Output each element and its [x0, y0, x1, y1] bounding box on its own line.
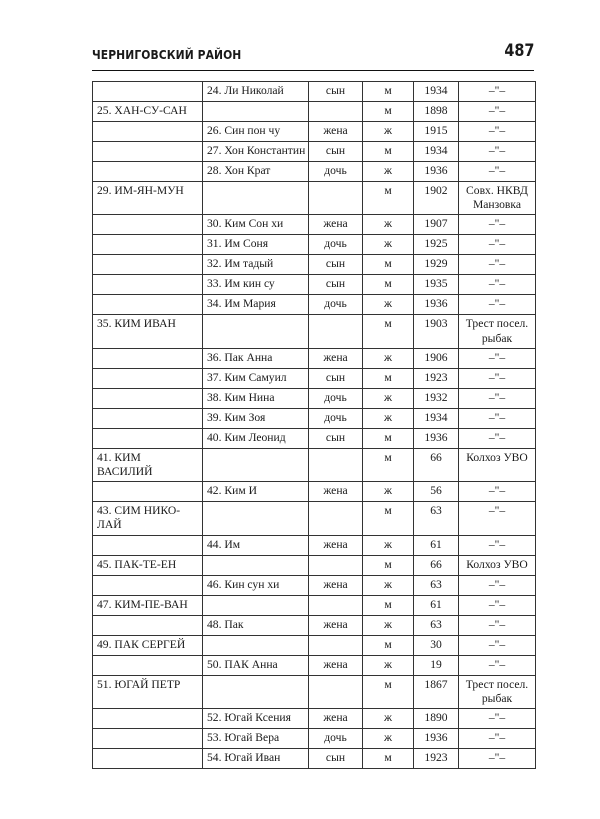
- family-member-cell: 24. Ли Николай: [203, 82, 309, 102]
- family-member-cell: 38. Ким Нина: [203, 388, 309, 408]
- workplace-cell: –"–: [459, 295, 536, 315]
- birth-year-cell: 30: [414, 635, 459, 655]
- relation-cell: [309, 315, 363, 348]
- family-member-cell: 27. Хон Константин: [203, 142, 309, 162]
- head-of-family-cell: 35. КИМ ИВАН: [93, 315, 203, 348]
- family-member-cell: 48. Пак: [203, 615, 309, 635]
- sex-cell: м: [363, 255, 414, 275]
- table-row: [93, 215, 536, 235]
- relation-cell: дочь: [309, 388, 363, 408]
- workplace-cell: –"–: [459, 535, 536, 555]
- head-of-family-cell: [93, 575, 203, 595]
- workplace-cell: –"–: [459, 142, 536, 162]
- family-member-cell: [203, 675, 309, 708]
- head-of-family-cell: 51. ЮГАЙ ПЕТР: [93, 675, 203, 708]
- head-of-family-cell: [93, 749, 203, 769]
- workplace-cell: Колхоз УВО: [459, 448, 536, 481]
- birth-year-cell: 1898: [414, 102, 459, 122]
- family-member-cell: 50. ПАК Анна: [203, 655, 309, 675]
- sex-cell: ж: [363, 482, 414, 502]
- birth-year-cell: 56: [414, 482, 459, 502]
- table-row: [93, 388, 536, 408]
- workplace-cell: –"–: [459, 122, 536, 142]
- family-member-cell: [203, 182, 309, 215]
- workplace-cell: –"–: [459, 348, 536, 368]
- relation-cell: дочь: [309, 729, 363, 749]
- sex-cell: ж: [363, 535, 414, 555]
- birth-year-cell: 1936: [414, 295, 459, 315]
- family-member-cell: 30. Ким Сон хи: [203, 215, 309, 235]
- birth-year-cell: 1923: [414, 368, 459, 388]
- sex-cell: ж: [363, 348, 414, 368]
- head-of-family-cell: [93, 215, 203, 235]
- birth-year-cell: 1923: [414, 749, 459, 769]
- head-of-family-cell: [93, 388, 203, 408]
- workplace-cell: –"–: [459, 635, 536, 655]
- birth-year-cell: 63: [414, 575, 459, 595]
- family-member-cell: 28. Хон Крат: [203, 162, 309, 182]
- workplace-cell: –"–: [459, 275, 536, 295]
- table-row: [93, 749, 536, 769]
- relation-cell: жена: [309, 348, 363, 368]
- sex-cell: м: [363, 82, 414, 102]
- sex-cell: ж: [363, 162, 414, 182]
- relation-cell: [309, 675, 363, 708]
- workplace-cell: –"–: [459, 595, 536, 615]
- family-member-cell: 34. Им Мария: [203, 295, 309, 315]
- table-row: [93, 615, 536, 635]
- sex-cell: м: [363, 595, 414, 615]
- relation-cell: сын: [309, 82, 363, 102]
- workplace-cell: –"–: [459, 502, 536, 535]
- birth-year-cell: 1935: [414, 275, 459, 295]
- family-member-cell: [203, 502, 309, 535]
- table-row: [93, 82, 536, 102]
- workplace-cell: –"–: [459, 368, 536, 388]
- relation-cell: [309, 182, 363, 215]
- table-row: [93, 235, 536, 255]
- birth-year-cell: 1936: [414, 729, 459, 749]
- head-of-family-cell: 49. ПАК СЕРГЕЙ: [93, 635, 203, 655]
- relation-cell: сын: [309, 428, 363, 448]
- table-row: [93, 595, 536, 615]
- workplace-cell: –"–: [459, 482, 536, 502]
- sex-cell: м: [363, 749, 414, 769]
- workplace-cell: –"–: [459, 749, 536, 769]
- family-member-cell: 42. Ким И: [203, 482, 309, 502]
- family-member-cell: [203, 595, 309, 615]
- workplace-cell: –"–: [459, 709, 536, 729]
- head-of-family-cell: [93, 729, 203, 749]
- relation-cell: [309, 555, 363, 575]
- family-member-cell: 36. Пак Анна: [203, 348, 309, 368]
- birth-year-cell: 1934: [414, 408, 459, 428]
- head-of-family-cell: 43. СИМ НИКО-ЛАЙ: [93, 502, 203, 535]
- family-member-cell: 40. Ким Леонид: [203, 428, 309, 448]
- sex-cell: м: [363, 368, 414, 388]
- table-row: [93, 709, 536, 729]
- head-of-family-cell: 29. ИМ-ЯН-МУН: [93, 182, 203, 215]
- head-of-family-cell: 25. ХАН-СУ-САН: [93, 102, 203, 122]
- family-member-cell: 37. Ким Самуил: [203, 368, 309, 388]
- head-of-family-cell: [93, 615, 203, 635]
- birth-year-cell: 1936: [414, 428, 459, 448]
- table-row: [93, 315, 536, 348]
- workplace-cell: –"–: [459, 655, 536, 675]
- family-member-cell: 54. Югай Иван: [203, 749, 309, 769]
- head-of-family-cell: [93, 368, 203, 388]
- table-row: [93, 182, 536, 215]
- sex-cell: ж: [363, 575, 414, 595]
- workplace-cell: –"–: [459, 408, 536, 428]
- sex-cell: м: [363, 555, 414, 575]
- table-row: [93, 729, 536, 749]
- workplace-cell: –"–: [459, 162, 536, 182]
- head-of-family-cell: 47. КИМ-ПЕ-ВАН: [93, 595, 203, 615]
- birth-year-cell: 1907: [414, 215, 459, 235]
- sex-cell: м: [363, 635, 414, 655]
- relation-cell: дочь: [309, 408, 363, 428]
- table-row: [93, 635, 536, 655]
- registry-table: [92, 81, 536, 769]
- family-member-cell: [203, 635, 309, 655]
- relation-cell: [309, 102, 363, 122]
- sex-cell: м: [363, 142, 414, 162]
- registry-table-body: [93, 82, 536, 769]
- relation-cell: сын: [309, 142, 363, 162]
- sex-cell: м: [363, 315, 414, 348]
- sex-cell: м: [363, 275, 414, 295]
- sex-cell: ж: [363, 388, 414, 408]
- table-row: [93, 502, 536, 535]
- table-row: [93, 482, 536, 502]
- birth-year-cell: 1915: [414, 122, 459, 142]
- workplace-cell: –"–: [459, 615, 536, 635]
- relation-cell: дочь: [309, 162, 363, 182]
- family-member-cell: 26. Син пон чу: [203, 122, 309, 142]
- workplace-cell: –"–: [459, 82, 536, 102]
- relation-cell: жена: [309, 122, 363, 142]
- birth-year-cell: 1903: [414, 315, 459, 348]
- head-of-family-cell: [93, 122, 203, 142]
- relation-cell: дочь: [309, 295, 363, 315]
- sex-cell: м: [363, 102, 414, 122]
- birth-year-cell: 1867: [414, 675, 459, 708]
- head-of-family-cell: [93, 82, 203, 102]
- family-member-cell: [203, 102, 309, 122]
- head-of-family-cell: [93, 255, 203, 275]
- birth-year-cell: 63: [414, 502, 459, 535]
- birth-year-cell: 1902: [414, 182, 459, 215]
- sex-cell: м: [363, 675, 414, 708]
- head-of-family-cell: [93, 142, 203, 162]
- page-header: [92, 40, 534, 71]
- head-of-family-cell: [93, 428, 203, 448]
- family-member-cell: 46. Кин сун хи: [203, 575, 309, 595]
- relation-cell: [309, 502, 363, 535]
- head-of-family-cell: 41. КИМ ВАСИЛИЙ: [93, 448, 203, 481]
- sex-cell: м: [363, 448, 414, 481]
- table-row: [93, 295, 536, 315]
- relation-cell: сын: [309, 749, 363, 769]
- workplace-cell: –"–: [459, 235, 536, 255]
- birth-year-cell: 1906: [414, 348, 459, 368]
- relation-cell: жена: [309, 215, 363, 235]
- relation-cell: [309, 595, 363, 615]
- birth-year-cell: 1929: [414, 255, 459, 275]
- head-of-family-cell: [93, 348, 203, 368]
- head-of-family-cell: [93, 535, 203, 555]
- relation-cell: жена: [309, 535, 363, 555]
- family-member-cell: 44. Им: [203, 535, 309, 555]
- birth-year-cell: 19: [414, 655, 459, 675]
- table-row: [93, 348, 536, 368]
- workplace-cell: –"–: [459, 428, 536, 448]
- family-member-cell: 39. Ким Зоя: [203, 408, 309, 428]
- birth-year-cell: 1934: [414, 142, 459, 162]
- birth-year-cell: 1936: [414, 162, 459, 182]
- family-member-cell: 33. Им кин су: [203, 275, 309, 295]
- sex-cell: ж: [363, 295, 414, 315]
- table-row: [93, 428, 536, 448]
- head-of-family-cell: [93, 295, 203, 315]
- relation-cell: сын: [309, 255, 363, 275]
- table-row: [93, 162, 536, 182]
- relation-cell: [309, 635, 363, 655]
- family-member-cell: 31. Им Соня: [203, 235, 309, 255]
- table-row: [93, 368, 536, 388]
- relation-cell: жена: [309, 709, 363, 729]
- workplace-cell: Трест посел. рыбак: [459, 315, 536, 348]
- birth-year-cell: 66: [414, 448, 459, 481]
- table-row: [93, 535, 536, 555]
- head-of-family-cell: [93, 235, 203, 255]
- sex-cell: ж: [363, 122, 414, 142]
- sex-cell: ж: [363, 655, 414, 675]
- relation-cell: сын: [309, 368, 363, 388]
- relation-cell: жена: [309, 615, 363, 635]
- family-member-cell: 32. Им тадый: [203, 255, 309, 275]
- birth-year-cell: 61: [414, 535, 459, 555]
- table-row: [93, 102, 536, 122]
- sex-cell: ж: [363, 235, 414, 255]
- head-of-family-cell: [93, 709, 203, 729]
- workplace-cell: –"–: [459, 215, 536, 235]
- relation-cell: сын: [309, 275, 363, 295]
- relation-cell: [309, 448, 363, 481]
- relation-cell: жена: [309, 482, 363, 502]
- relation-cell: жена: [309, 655, 363, 675]
- workplace-cell: –"–: [459, 729, 536, 749]
- section-title: ЧЕРНИГОВСКИЙ РАЙОН: [92, 47, 242, 62]
- birth-year-cell: 61: [414, 595, 459, 615]
- workplace-cell: Трест посел. рыбак: [459, 675, 536, 708]
- table-row: [93, 275, 536, 295]
- head-of-family-cell: [93, 275, 203, 295]
- head-of-family-cell: [93, 408, 203, 428]
- table-row: [93, 675, 536, 708]
- table-row: [93, 448, 536, 481]
- workplace-cell: –"–: [459, 102, 536, 122]
- workplace-cell: Совх. НКВД Манзовка: [459, 182, 536, 215]
- family-member-cell: [203, 315, 309, 348]
- table-row: [93, 655, 536, 675]
- sex-cell: м: [363, 502, 414, 535]
- sex-cell: м: [363, 182, 414, 215]
- birth-year-cell: 1934: [414, 82, 459, 102]
- family-member-cell: 52. Югай Ксения: [203, 709, 309, 729]
- sex-cell: ж: [363, 729, 414, 749]
- workplace-cell: –"–: [459, 575, 536, 595]
- workplace-cell: –"–: [459, 255, 536, 275]
- table-row: [93, 555, 536, 575]
- head-of-family-cell: [93, 655, 203, 675]
- table-row: [93, 122, 536, 142]
- birth-year-cell: 1890: [414, 709, 459, 729]
- table-row: [93, 408, 536, 428]
- relation-cell: дочь: [309, 235, 363, 255]
- birth-year-cell: 1925: [414, 235, 459, 255]
- birth-year-cell: 66: [414, 555, 459, 575]
- sex-cell: м: [363, 428, 414, 448]
- head-of-family-cell: [93, 482, 203, 502]
- sex-cell: ж: [363, 709, 414, 729]
- sex-cell: ж: [363, 615, 414, 635]
- head-of-family-cell: 45. ПАК-ТЕ-ЕН: [93, 555, 203, 575]
- workplace-cell: –"–: [459, 388, 536, 408]
- birth-year-cell: 1932: [414, 388, 459, 408]
- page-number: 487: [503, 41, 534, 61]
- head-of-family-cell: [93, 162, 203, 182]
- family-member-cell: [203, 448, 309, 481]
- table-row: [93, 255, 536, 275]
- table-row: [93, 142, 536, 162]
- table-row: [93, 575, 536, 595]
- sex-cell: ж: [363, 408, 414, 428]
- sex-cell: ж: [363, 215, 414, 235]
- family-member-cell: [203, 555, 309, 575]
- relation-cell: жена: [309, 575, 363, 595]
- workplace-cell: Колхоз УВО: [459, 555, 536, 575]
- birth-year-cell: 63: [414, 615, 459, 635]
- family-member-cell: 53. Югай Вера: [203, 729, 309, 749]
